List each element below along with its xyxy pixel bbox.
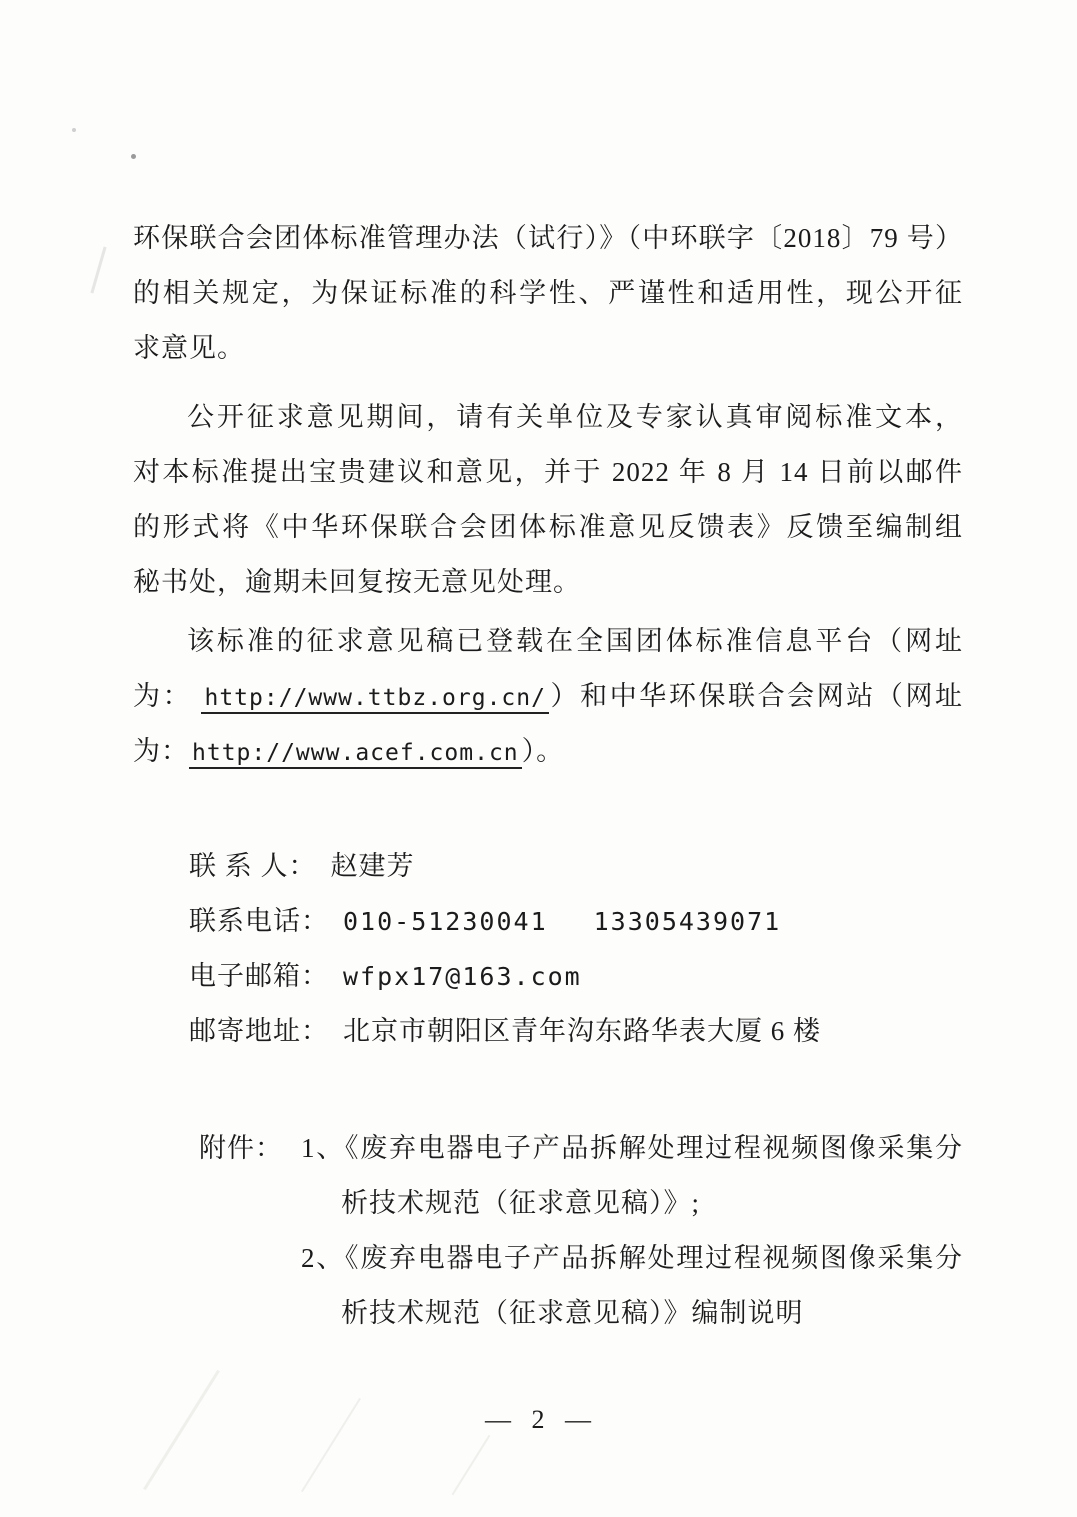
text-line: 环保联合会团体标准管理办法（试行）》（中环联字〔2018〕79 号） [133,223,963,253]
paragraph-2 [133,390,963,610]
contact-phone-row [133,894,963,949]
url-acef: http://www.acef.com.cn [189,740,522,769]
contact-phone-value-1: 010-51230041 [343,907,548,936]
text-line: 求意见。 [133,333,245,363]
scan-artifact [90,247,106,294]
contact-address-value: 北京市朝阳区青年沟东路华表大厦 6 楼 [343,1016,821,1046]
document-body [133,211,963,1341]
paragraph-1 [133,211,963,376]
attachment-item-number: 1、 [301,1133,345,1163]
attachments-label: 附件： [199,1133,283,1163]
contact-address-label: 邮寄地址： [189,1016,329,1046]
paragraph-3 [133,614,963,779]
text-line: 该标准的征求意见稿已登载在全国团体标准信息平台（网址 [187,626,963,656]
contact-phone-value-2: 13305439071 [593,907,782,936]
contact-name-row [133,839,963,894]
text-line: 析技术规范（征求意见稿）》; [341,1188,701,1218]
attachments-list [301,1121,963,1341]
url-suffix: ）。 [521,736,565,766]
text-line: 析技术规范（征求意见稿）》编制说明 [341,1298,804,1328]
attachment-item-number: 2、 [301,1243,345,1273]
text-line [133,669,963,724]
text-line [301,1121,963,1176]
attachment-item-text: 《废弃电器电子产品拆解处理过程视频图像采集分 [344,1243,963,1273]
url-prefix: 为： [133,736,189,766]
contact-address-row [133,1004,963,1059]
text-line: 的形式将《中华环保联合会团体标准意见反馈表》反馈至编制组 [133,512,963,542]
contact-email-row [133,949,963,1004]
text-line: 对本标准提出宝贵建议和意见，并于 2022 年 8 月 14 日前以邮件 [133,457,963,487]
attachment-item-text: 《废弃电器电子产品拆解处理过程视频图像采集分 [344,1133,963,1163]
contact-name-label: 联 系 人： [189,851,317,881]
url-ttbz: http://www.ttbz.org.cn/ [201,685,549,714]
contact-block [133,839,963,1059]
contact-email-label: 电子邮箱： [189,961,329,991]
url-suffix: ）和中华环保联合会网站（网址 [548,681,963,711]
contact-email-value: wfpx17@163.com [343,962,582,991]
attachment-item-1 [301,1121,963,1231]
scan-artifact [452,1435,491,1495]
scan-artifact [131,154,136,159]
contact-phone-label: 联系电话： [189,906,329,936]
contact-name-value: 赵建芳 [330,851,415,881]
text-line [133,724,963,779]
attachments-block [133,1121,963,1341]
text-line: 的相关规定，为保证标准的科学性、严谨性和适用性，现公开征 [133,278,963,308]
attachment-item-2 [301,1231,963,1341]
text-line: 秘书处，逾期未回复按无意见处理。 [133,567,581,597]
text-line: 公开征求意见期间，请有关单位及专家认真审阅标准文本， [187,402,963,432]
scan-artifact [72,128,76,132]
page-number: — 2 — [485,1405,592,1434]
text-line [301,1231,963,1286]
url-prefix: 为： [133,681,193,711]
